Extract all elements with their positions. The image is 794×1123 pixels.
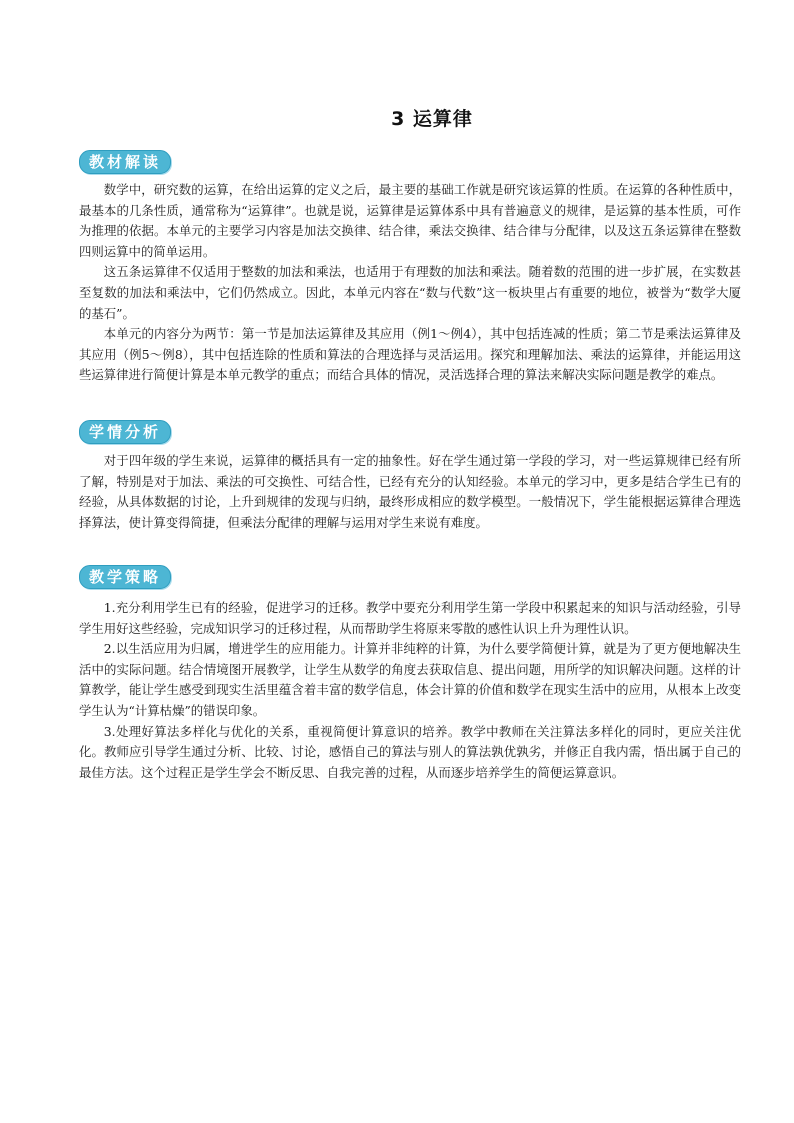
paragraph: 1.充分利用学生已有的经验，促进学习的迁移。教学中要充分利用学生第一学段中积累起来的知识与活动经验，引导学生用好这些经验，完成知识学习的迁移过程，从而帮助学生将原来零散的感性认识上升为理性认识。 (79, 600, 741, 636)
section-label-teaching-strategy: 教学策略 (79, 565, 171, 589)
paragraph: 2.以生活应用为归属，增进学生的应用能力。计算并非纯粹的计算，为什么要学简便计算，就是为了更方便地解决生活中的实际问题。结合情境图开展教学，让学生从数学的角度去获取信息、提出问题，用所学的知识解决问题。这样的计算教学，能让学生感受到现实生活里蕴含着丰富的数学信息，体会计算的价值和数学在现实生活中的应用，从根本上改变学生认为“计算枯燥”的错误印象。 (79, 641, 741, 718)
paragraph: 对于四年级的学生来说，运算律的概括具有一定的抽象性。好在学生通过第一学段的学习，对一些运算规律已经有所了解，特别是对于加法、乘法的可交换性、可结合性，已经有充分的认知经验。本单元的学习中，更多是结合学生已有的经验，从具体数据的讨论，上升到规律的发现与归纳，最终形成相应的数学模型。一般情况下，学生能根据运算律合理选择算法，使计算变得简捷，但乘法分配律的理解与运用对学生来说有难度。 (79, 453, 741, 530)
paragraph: 本单元的内容分为两节：第一节是加法运算律及其应用（例1～例4），其中包括连减的性质；第二节是乘法运算律及其应用（例5～例8），其中包括连除的性质和算法的合理选择与灵活运用。探究和理解加法、乘法的运算律，并能运用这些运算律进行简便计算是本单元教学的重点；而结合具体的情况，灵活选择合理的算法来解决实际问题是教学的难点。 (79, 326, 741, 383)
section-body-textbook-interpretation (79, 180, 741, 386)
paragraph: 这五条运算律不仅适用于整数的加法和乘法，也适用于有理数的加法和乘法。随着数的范围的进一步扩展，在实数甚至复数的加法和乘法中，它们仍然成立。因此，本单元内容在“数与代数”这一板块里占有重要的地位，被誉为“数学大厦的基石”。 (79, 264, 741, 321)
paragraph: 数学中，研究数的运算，在给出运算的定义之后，最主要的基础工作就是研究该运算的性质。在运算的各种性质中，最基本的几条性质，通常称为“运算律”。也就是说，运算律是运算体系中具有普遍意义的规律，是运算的基本性质，可作为推理的依据。本单元的主要学习内容是加法交换律、结合律，乘法交换律、结合律与分配律，以及这五条运算律在整数四则运算中的简单运用。 (79, 182, 741, 259)
section-body-teaching-strategy (79, 598, 741, 783)
page-title: 3 运算律 (391, 108, 473, 130)
section-body-learning-analysis (79, 451, 741, 533)
section-label-textbook-interpretation: 教材解读 (79, 150, 171, 174)
section-label-learning-analysis: 学情分析 (79, 420, 171, 444)
paragraph: 3.处理好算法多样化与优化的关系，重视简便计算意识的培养。教学中教师在关注算法多样化的同时，更应关注优化。教师应引导学生通过分析、比较、讨论，感悟自己的算法与别人的算法孰优孰劣，并修正自我内需，悟出属于自己的最佳方法。这个过程正是学生学会不断反思、自我完善的过程，从而逐步培养学生的简便运算意识。 (79, 723, 741, 780)
